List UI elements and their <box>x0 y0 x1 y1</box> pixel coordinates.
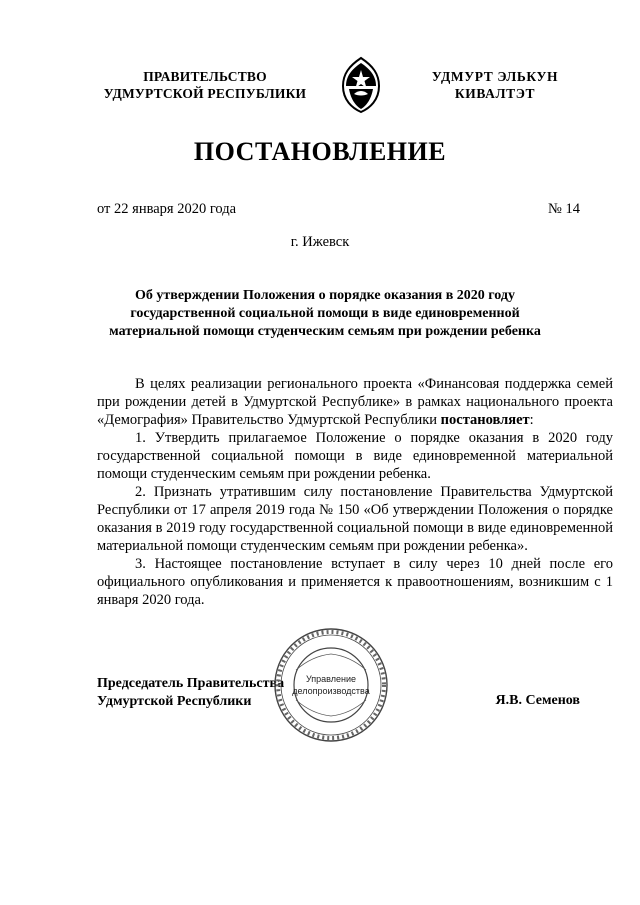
intro-end: : <box>529 412 534 428</box>
item-paragraph: 1. Утвердить прилагаемое Положение о порядке оказания в 2020 году государственной социальной помощи в виде единовременной материальной помощи студенческим семьям при рождении ребенка. <box>97 430 613 482</box>
header-right-title <box>410 68 580 102</box>
document-date: от 22 января 2020 года <box>97 201 237 217</box>
header-left-title <box>80 68 330 102</box>
title-line: Об утверждении Положения о порядке оказания в 2020 году <box>135 288 515 303</box>
signatory-position <box>97 675 284 711</box>
header-right-line2: КИВАЛТЭТ <box>454 86 536 101</box>
document-title <box>90 287 560 341</box>
item-paragraph: 3. Настоящее постановление вступает в силу через 10 дней после его официального опубликования и применяется к правоотношениям, возникшим с 1 января 2020 года. <box>97 556 613 608</box>
intro-bold: постановляет <box>440 412 530 428</box>
official-stamp <box>272 626 390 744</box>
title-line: государственной социальной помощи в виде единовременной <box>130 306 520 321</box>
udmurt-coat-of-arms-icon <box>340 56 382 114</box>
signatory-name: Я.В. Семенов <box>495 693 580 708</box>
stamp-line1: Управление <box>305 674 357 684</box>
document-number: № 14 <box>548 201 580 217</box>
document-body <box>97 375 613 609</box>
position-line2: Удмуртской Республики <box>97 694 252 709</box>
document-type: ПОСТАНОВЛЕНИЕ <box>193 137 447 166</box>
item-paragraph: 2. Признать утратившим силу постановление Правительства Удмуртской Республики от 17 апреля 2019 года № 150 «Об утверждении Положения о порядке оказания в 2019 году государственной социальной помощи в виде единовременной материальной помощи студенческим семьям при рождении ребенка». <box>97 484 613 554</box>
intro-text: В целях реализации регионального проекта «Финансовая поддержка семей при рождении детей в Удмуртской Республике» в рамках национального проекта «Демография» Правительство Удмуртской Республики <box>97 376 613 428</box>
position-line1: Председатель Правительства <box>97 676 285 691</box>
header-right-line1: УДМУРТ ЭЛЬКУН <box>431 69 559 84</box>
title-line: материальной помощи студенческим семьям при рождении ребенка <box>109 324 541 339</box>
document-city: г. Ижевск <box>290 234 350 250</box>
stamp-line2: делопроизводства <box>292 686 370 696</box>
header-left-line1: ПРАВИТЕЛЬСТВО <box>143 69 267 84</box>
intro-paragraph <box>97 375 613 429</box>
header-left-line2: УДМУРТСКОЙ РЕСПУБЛИКИ <box>103 86 307 101</box>
